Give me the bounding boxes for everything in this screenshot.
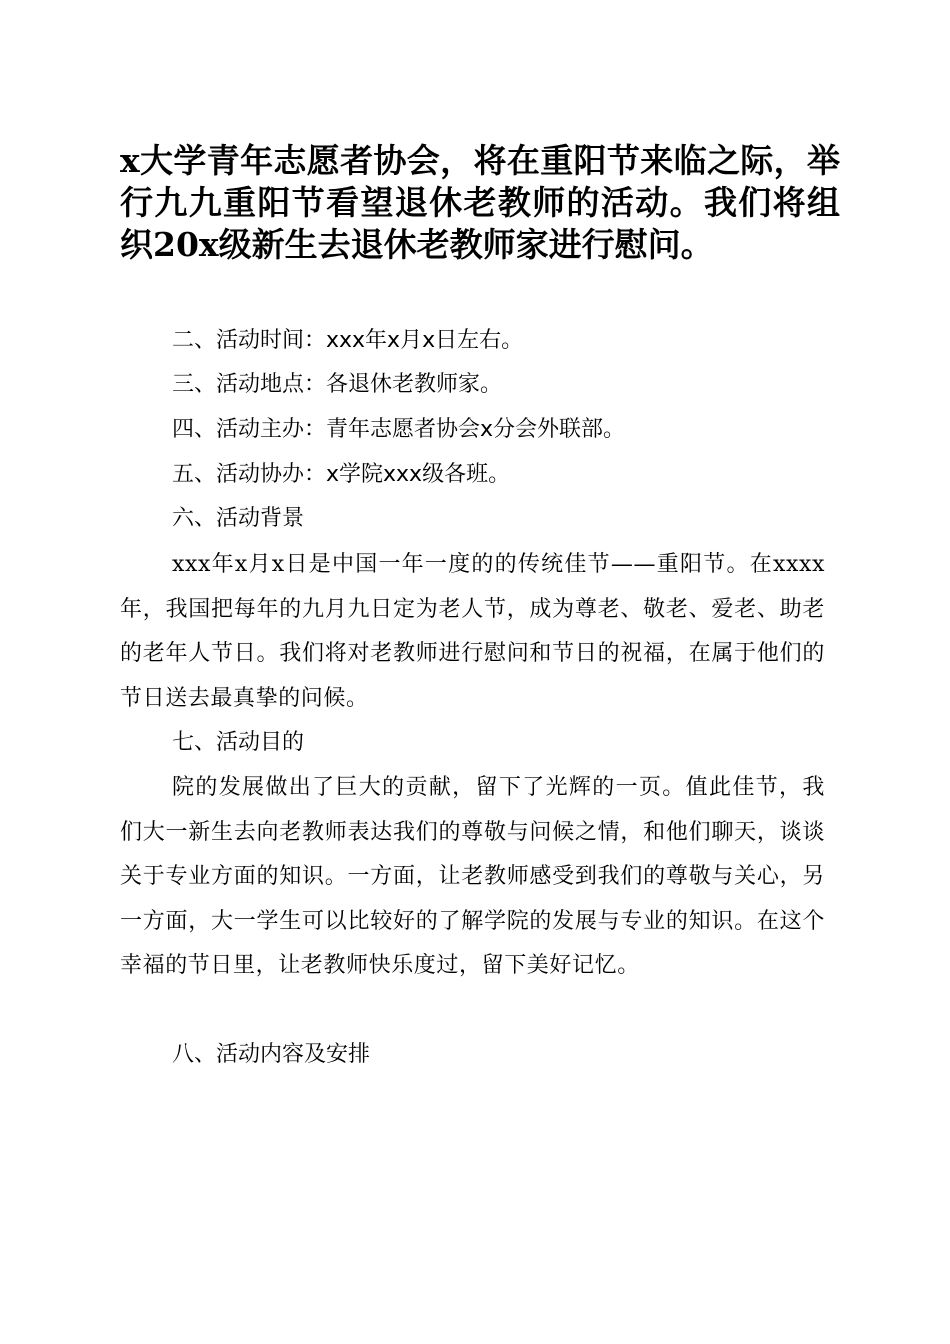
- section-activity-time: 二、活动时间：xxx年x月x日左右。: [172, 328, 524, 353]
- purpose-paragraph: 院的发展做出了巨大的贡献，留下了光辉的一页。值此佳节，我们大一新生去向老教师表达我们的尊敬与问候之情，和他们聊天，谈谈关于专业方面的知识。一方面，让老教师感受到我们的尊敬与关心，另一方面，大一学生可以比较好的了解学院的发展与专业的知识。在这个幸福的节日里，让老教师快乐度过，留下美好记忆。: [120, 775, 825, 978]
- section-activity-host: 四、活动主办：青年志愿者协会x分会外联部。: [172, 417, 626, 442]
- section-background-title: 六、活动背景: [172, 506, 305, 531]
- section-content-title: 八、活动内容及安排: [172, 1042, 371, 1067]
- intro-heading: x大学青年志愿者协会，将在重阳节来临之际，举行九九重阳节看望退休老教师的活动。我们将组织20x级新生去退休老教师家进行慰问。: [120, 141, 840, 264]
- section-activity-cohost: 五、活动协办：x学院xxx级各班。: [172, 462, 511, 487]
- section-purpose-title: 七、活动目的: [172, 730, 305, 755]
- section-activity-place: 三、活动地点：各退休老教师家。: [172, 372, 503, 397]
- background-paragraph: xxx年x月x日是中国一年一度的的传统佳节——重阳节。在xxxx年，我国把每年的九月九日定为老人节，成为尊老、敬老、爱老、助老的老年人节日。我们将对老教师进行慰问和节日的祝福，在属于他们的节日送去最真挚的问候。: [120, 552, 825, 711]
